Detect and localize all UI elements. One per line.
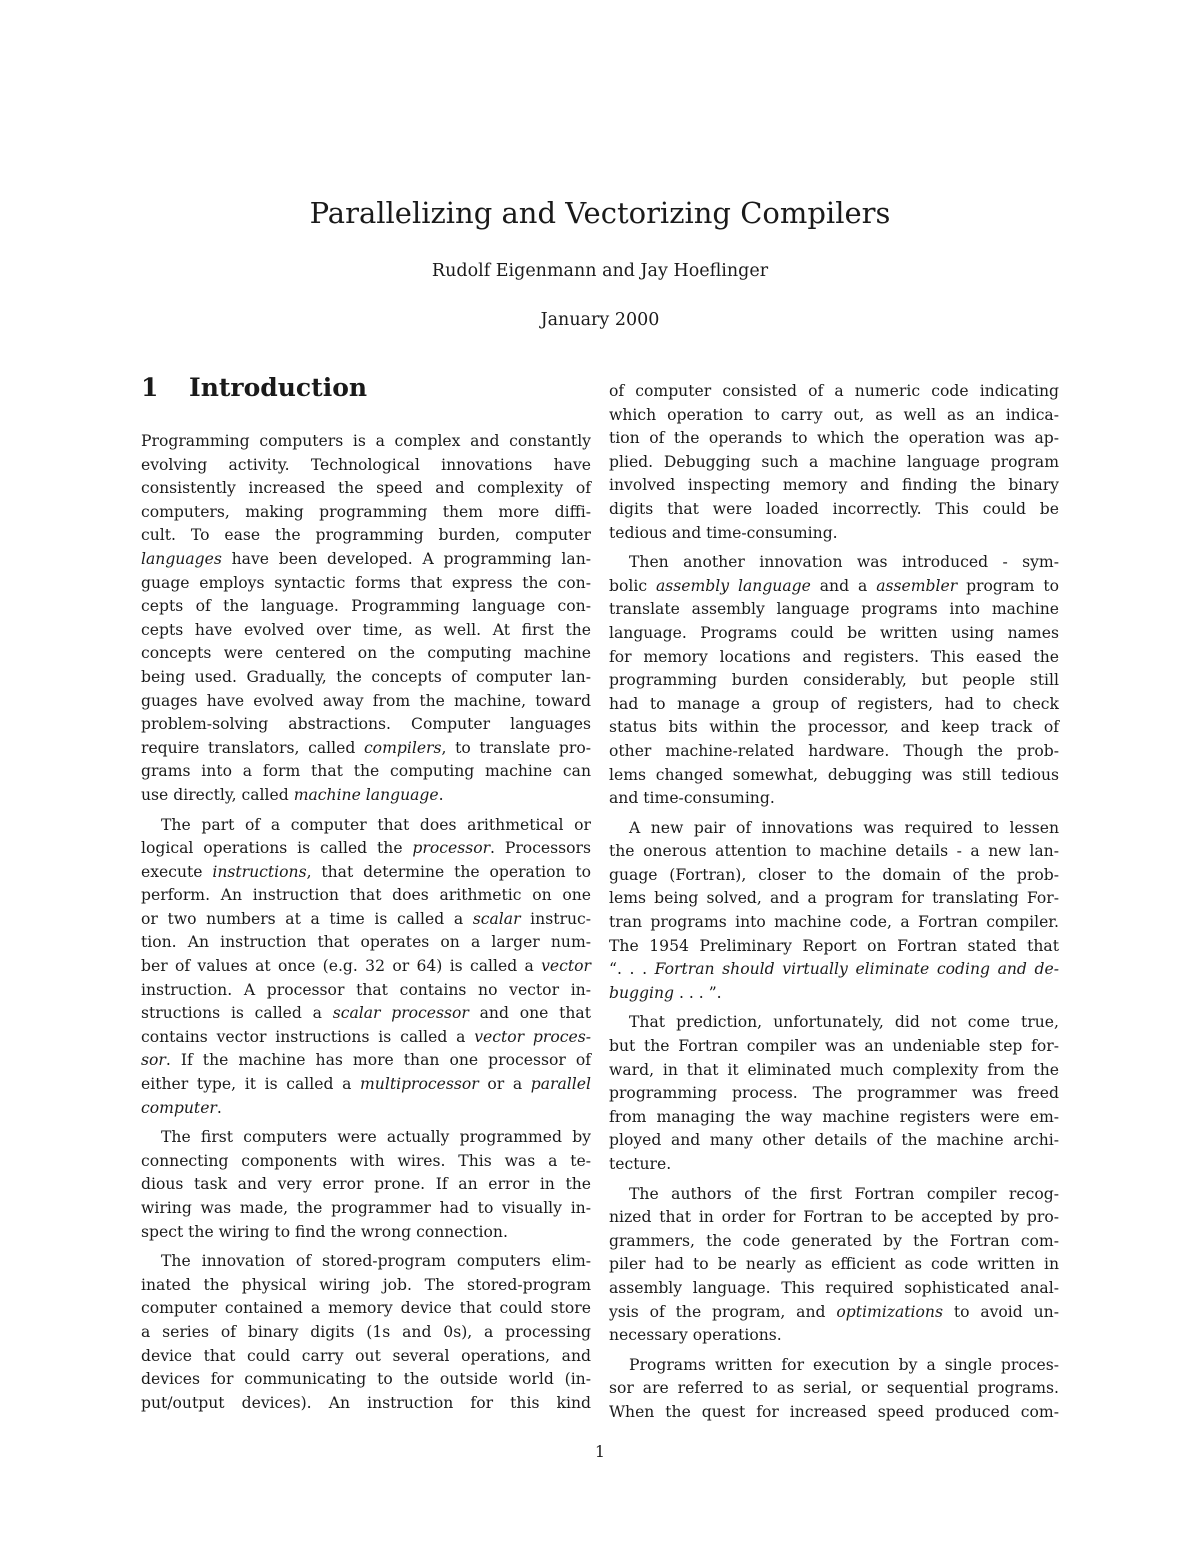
text-run: . Processors (490, 839, 592, 858)
page-number: 1 (595, 1443, 605, 1461)
text-line: computers, making programming them more diffi- (141, 502, 591, 521)
text-line: digits that were loaded incorrectly. This could be (609, 499, 1059, 518)
emphasis: languages (141, 549, 222, 568)
text-line: That prediction, unfortunately, did not come true, (629, 1013, 1059, 1032)
text-run: execute (141, 862, 213, 881)
text-line (141, 1073, 591, 1097)
text-line: ward, in that it eliminated much complexity from the (609, 1060, 1059, 1079)
text-line: A new pair of innovations was required to lessen (629, 818, 1059, 837)
paragraph (609, 817, 1059, 1006)
emphasis: scalar processor (332, 1004, 469, 1023)
text-line: The 1954 Preliminary Report on Fortran stated that (609, 936, 1059, 955)
text-line (609, 1301, 1059, 1325)
paragraph (609, 1011, 1059, 1176)
emphasis: vector proces- (474, 1027, 591, 1046)
text-run: have been developed. A programming lan- (221, 549, 591, 568)
text-line: for memory locations and registers. This eased the (609, 647, 1059, 666)
paragraph (141, 1250, 591, 1415)
text-run: bolic (609, 576, 656, 595)
text-run: . (216, 1098, 222, 1117)
text-run: . . . ”. (674, 983, 722, 1002)
section-number: 1 (141, 373, 159, 402)
emphasis: sor (141, 1051, 166, 1070)
emphasis: parallel (530, 1075, 591, 1094)
text-line: concepts were centered on the computing machine (141, 644, 591, 663)
text-line (141, 737, 591, 761)
text-line: but the Fortran compiler was an undeniable step for- (609, 1037, 1059, 1056)
emphasis: bugging (609, 983, 675, 1002)
paper-title: Parallelizing and Vectorizing Compilers (309, 196, 891, 230)
left-column (141, 430, 591, 1415)
text-run: require translators, called (141, 738, 364, 757)
text-line: programming process. The programmer was freed (609, 1084, 1059, 1103)
text-run: either type, it is called a (141, 1075, 360, 1094)
section-heading (141, 370, 591, 406)
emphasis: instructions (212, 862, 307, 881)
text-line: problem-solving abstractions. Computer languages (141, 715, 591, 734)
text-line (141, 1002, 591, 1026)
text-line: from managing the way machine registers were em- (609, 1107, 1059, 1126)
emphasis: computer (141, 1098, 217, 1117)
paragraph (141, 814, 591, 1121)
text-line: assembly language. This required sophisticated anal- (609, 1278, 1059, 1297)
text-line: When the quest for increased speed produced com- (609, 1402, 1059, 1421)
text-line: grammers, the code generated by the Fortran com- (609, 1231, 1059, 1250)
text-line: and time-consuming. (609, 789, 775, 808)
text-line: inated the physical wiring job. The stored-program (141, 1275, 591, 1294)
emphasis: assembler (876, 576, 958, 595)
text-run: . If the machine has more than one processor of (165, 1051, 591, 1070)
emphasis: vector (541, 957, 591, 976)
emphasis: assembly language (655, 576, 811, 595)
text-run: use directly, called (141, 785, 294, 804)
text-line: grams into a form that the computing machine can (141, 762, 591, 781)
text-line: a series of binary digits (1s and 0s), a processing (141, 1322, 591, 1341)
text-line: Programming computers is a complex and constantly (141, 432, 591, 450)
text-run: or two numbers at a time is called a (141, 909, 473, 928)
text-line: the onerous attention to machine details - a new lan- (609, 842, 1059, 861)
emphasis: machine language (293, 785, 439, 804)
text-run: and a (810, 576, 877, 595)
paragraph (609, 380, 1059, 545)
paragraph (609, 551, 1059, 811)
text-line: lems changed somewhat, debugging was still tedious (609, 765, 1059, 784)
text-run: ysis of the program, and (609, 1302, 837, 1321)
text-line: involved inspecting memory and finding the binary (609, 476, 1059, 495)
emphasis: compilers (363, 738, 442, 757)
text-line: Then another innovation was introduced - sym- (629, 553, 1059, 572)
text-line: programming burden considerably, but people still (609, 671, 1059, 690)
paragraph (141, 430, 591, 808)
text-line: device that could carry out several operations, and (141, 1346, 591, 1365)
text-line: cepts of the language. Programming language con- (141, 597, 591, 616)
text-line: tion. An instruction that operates on a larger num- (141, 933, 591, 952)
text-line (609, 958, 1059, 982)
text-run: program to (957, 576, 1059, 595)
emphasis: scalar (472, 909, 521, 928)
text-line: put/output devices). An instruction for this kind (141, 1393, 591, 1412)
text-line (141, 837, 591, 861)
text-line: being used. Gradually, the concepts of computer lan- (141, 667, 591, 686)
text-line: consistently increased the speed and complexity of (141, 479, 591, 498)
section-title: Introduction (189, 373, 368, 402)
text-line: instruction. A processor that contains no vector in- (141, 980, 591, 999)
text-line: connecting components with wires. This was a te- (141, 1151, 591, 1170)
text-line: devices for communicating to the outside world (in- (141, 1370, 591, 1389)
paper-authors: Rudolf Eigenmann and Jay Hoeflinger (431, 261, 769, 281)
text-line: status bits within the processor, and keep track of (609, 718, 1059, 737)
paragraph (609, 1354, 1059, 1425)
text-line (141, 784, 591, 808)
text-run: and one that (468, 1004, 591, 1023)
text-run: . (438, 785, 444, 804)
paragraph (609, 1183, 1059, 1348)
text-line: The part of a computer that does arithmetical or (161, 815, 591, 834)
right-column (609, 380, 1059, 1425)
text-line: guages have evolved away from the machine, toward (141, 691, 591, 710)
text-line: translate assembly language programs into machine (609, 600, 1059, 619)
paper-date: January 2000 (540, 310, 660, 330)
text-line: other machine-related hardware. Though the prob- (609, 741, 1059, 760)
text-run: or a (478, 1075, 531, 1094)
emphasis: optimizations (836, 1302, 943, 1321)
text-line: Programs written for execution by a single proces- (629, 1355, 1059, 1374)
paragraph (141, 1126, 591, 1244)
text-line: ployed and many other details of the machine archi- (609, 1131, 1059, 1150)
text-line: language. Programs could be written using names (609, 623, 1059, 642)
text-run: instruc- (520, 909, 591, 928)
text-line (609, 982, 1059, 1006)
text-line: tedious and time-consuming. (609, 523, 838, 542)
text-line: evolving activity. Technological innovations have (141, 455, 591, 474)
text-line (141, 1026, 591, 1050)
text-line: tran programs into machine code, a Fortran compiler. (609, 913, 1059, 932)
text-line: which operation to carry out, as well as an indica- (609, 405, 1059, 424)
emphasis: processor (412, 839, 491, 858)
text-line: wiring was made, the programmer had to visually in- (141, 1199, 591, 1217)
emphasis: Fortran should virtually eliminate coding and de- (654, 960, 1059, 979)
text-run: ber of values at once (e.g. 32 or 64) is called a (141, 957, 542, 976)
text-line: nized that in order for Fortran to be accepted by pro- (609, 1208, 1059, 1227)
text-line (141, 861, 591, 885)
text-line: piler had to be nearly as efficient as code written in (609, 1255, 1059, 1274)
text-run: logical operations is called the (141, 839, 413, 858)
emphasis: multiprocessor (360, 1075, 479, 1094)
text-line (609, 575, 1059, 599)
text-line: of computer consisted of a numeric code indicating (609, 382, 1059, 400)
text-line: The innovation of stored-program computers elim- (161, 1252, 591, 1271)
text-run: structions is called a (141, 1004, 333, 1023)
text-line (141, 1097, 591, 1121)
text-line (141, 1049, 591, 1073)
text-line: sor are referred to as serial, or sequential programs. (609, 1379, 1059, 1398)
text-line: necessary operations. (609, 1326, 782, 1345)
text-line: The first computers were actually programmed by (161, 1128, 591, 1147)
text-line: spect the wiring to find the wrong connection. (141, 1222, 508, 1241)
text-line: tion of the operands to which the operation was ap- (609, 429, 1059, 448)
text-line (141, 955, 591, 979)
text-line: lems being solved, and a program for translating For- (609, 889, 1059, 908)
text-run: , to translate pro- (441, 738, 591, 757)
text-line: cult. To ease the programming burden, computer (141, 526, 591, 545)
text-line: computer contained a memory device that could store (141, 1299, 591, 1318)
text-run: contains vector instructions is called a (141, 1027, 475, 1046)
text-line: cepts have evolved over time, as well. At first the (141, 620, 591, 639)
text-line (141, 908, 591, 932)
text-line: guage employs syntactic forms that express the con- (141, 573, 591, 592)
text-run: “. . . (609, 960, 655, 979)
text-line: tecture. (609, 1155, 672, 1173)
text-line: perform. An instruction that does arithmetic on one (141, 886, 591, 905)
text-run: to avoid un- (942, 1302, 1059, 1321)
text-line: had to manage a group of registers, had to check (609, 694, 1059, 713)
text-line: guage (Fortran), closer to the domain of the prob- (609, 865, 1059, 884)
text-run: , that determine the operation to (306, 862, 591, 881)
text-line: dious task and very error prone. If an error in the (141, 1175, 591, 1194)
text-line: The authors of the first Fortran compiler recog- (629, 1184, 1059, 1203)
text-line (141, 548, 591, 572)
text-line: plied. Debugging such a machine language program (609, 452, 1059, 471)
